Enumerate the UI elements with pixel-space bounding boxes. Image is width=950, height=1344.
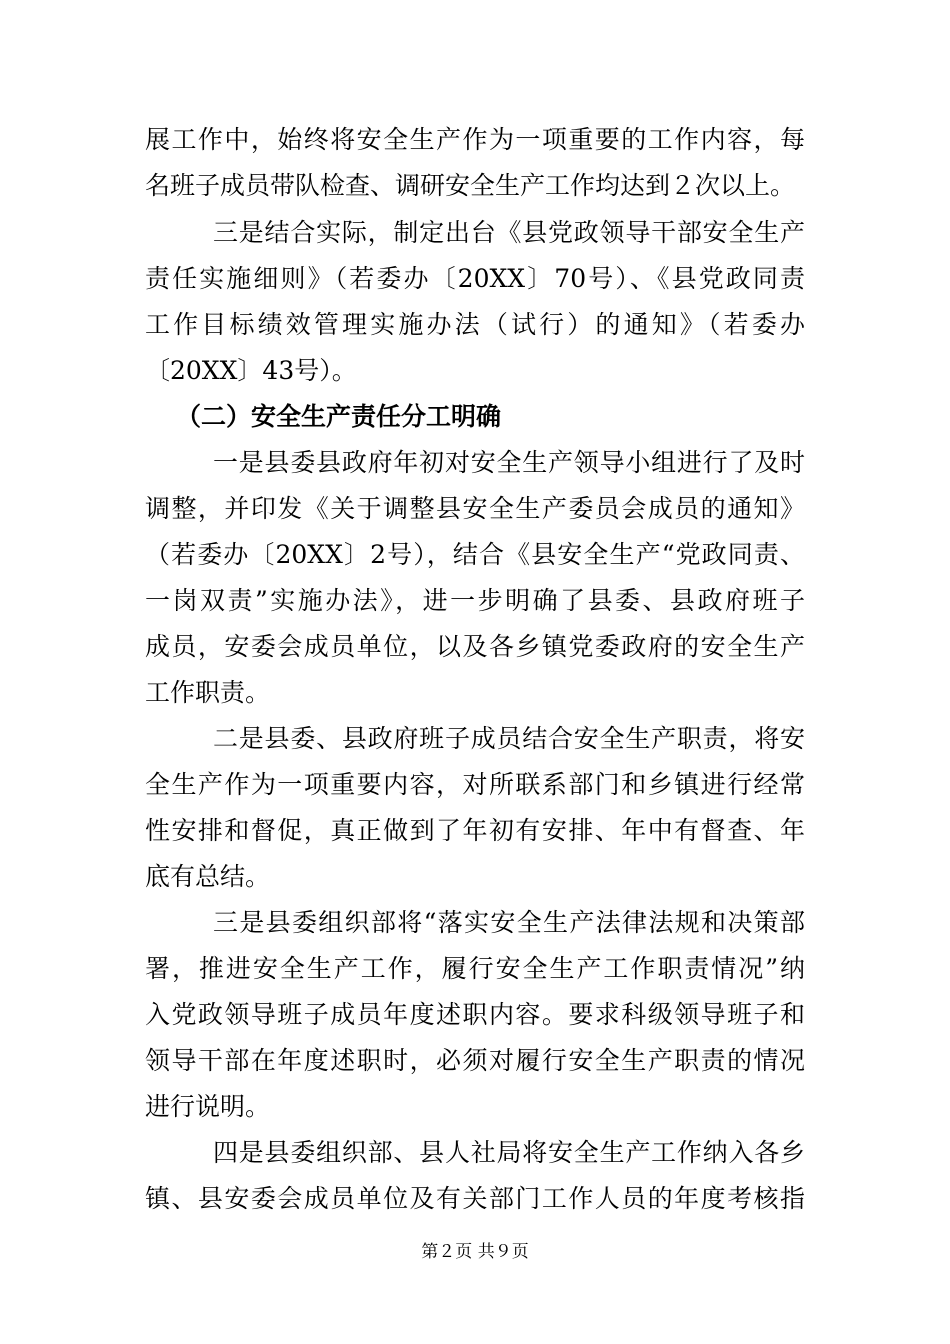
body-line-6: 〔20XX〕43号）。: [145, 356, 357, 385]
body-line-15: 性安排和督促，真正做到了年初有安排、年中有督查、年: [145, 816, 805, 845]
body-line-11: 成员，安委会成员单位，以及各乡镇党委政府的安全生产: [145, 632, 805, 661]
body-line-12: 工作职责。: [145, 678, 271, 707]
body-line-8: 调整，并印发《关于调整县安全生产委员会成员的通知》: [145, 494, 805, 523]
body-line-14: 全生产作为一项重要内容，对所联系部门和乡镇进行经常: [145, 770, 805, 799]
body-line-10: 一岗双责”实施办法》，进一步明确了县委、县政府班子: [145, 586, 805, 615]
body-line-7: 一是县委县政府年初对安全生产领导小组进行了及时: [213, 448, 805, 477]
body-line-18: 署，推进安全生产工作，履行安全生产工作职责情况”纳: [145, 954, 805, 983]
body-line-22: 四是县委组织部、县人社局将安全生产工作纳入各乡: [213, 1138, 805, 1167]
body-line-19: 入党政领导班子成员年度述职内容。要求科级领导班子和: [145, 1000, 805, 1029]
body-line-3: 三是结合实际，制定出台《县党政领导干部安全生产: [213, 218, 805, 247]
body-line-20: 领导干部在年度述职时，必须对履行安全生产职责的情况: [145, 1046, 805, 1075]
body-line-23: 镇、县安委会成员单位及有关部门工作人员的年度考核指: [145, 1184, 805, 1213]
body-line-1: 展工作中，始终将安全生产作为一项重要的工作内容，每: [145, 125, 805, 154]
body-line-4: 责任实施细则》（若委办〔20XX〕70号）、《县党政同责: [145, 264, 805, 293]
body-line-2: 名班子成员带队检查、调研安全生产工作均达到２次以上。: [145, 171, 796, 200]
section-heading: （二）安全生产责任分工明确: [176, 402, 502, 431]
page-number-footer: 第２页 共９页: [421, 1242, 529, 1262]
body-line-13: 二是县委、县政府班子成员结合安全生产职责，将安: [213, 724, 805, 753]
body-line-9: （若委办〔20XX〕2号），结合《县安全生产“党政同责、: [145, 540, 805, 569]
body-line-5: 工作目标绩效管理实施办法（试行）的通知》（若委办: [145, 310, 805, 339]
body-line-17: 三是县委组织部将“落实安全生产法律法规和决策部: [213, 908, 805, 937]
body-line-21: 进行说明。: [145, 1092, 271, 1121]
body-line-16: 底有总结。: [145, 862, 271, 891]
